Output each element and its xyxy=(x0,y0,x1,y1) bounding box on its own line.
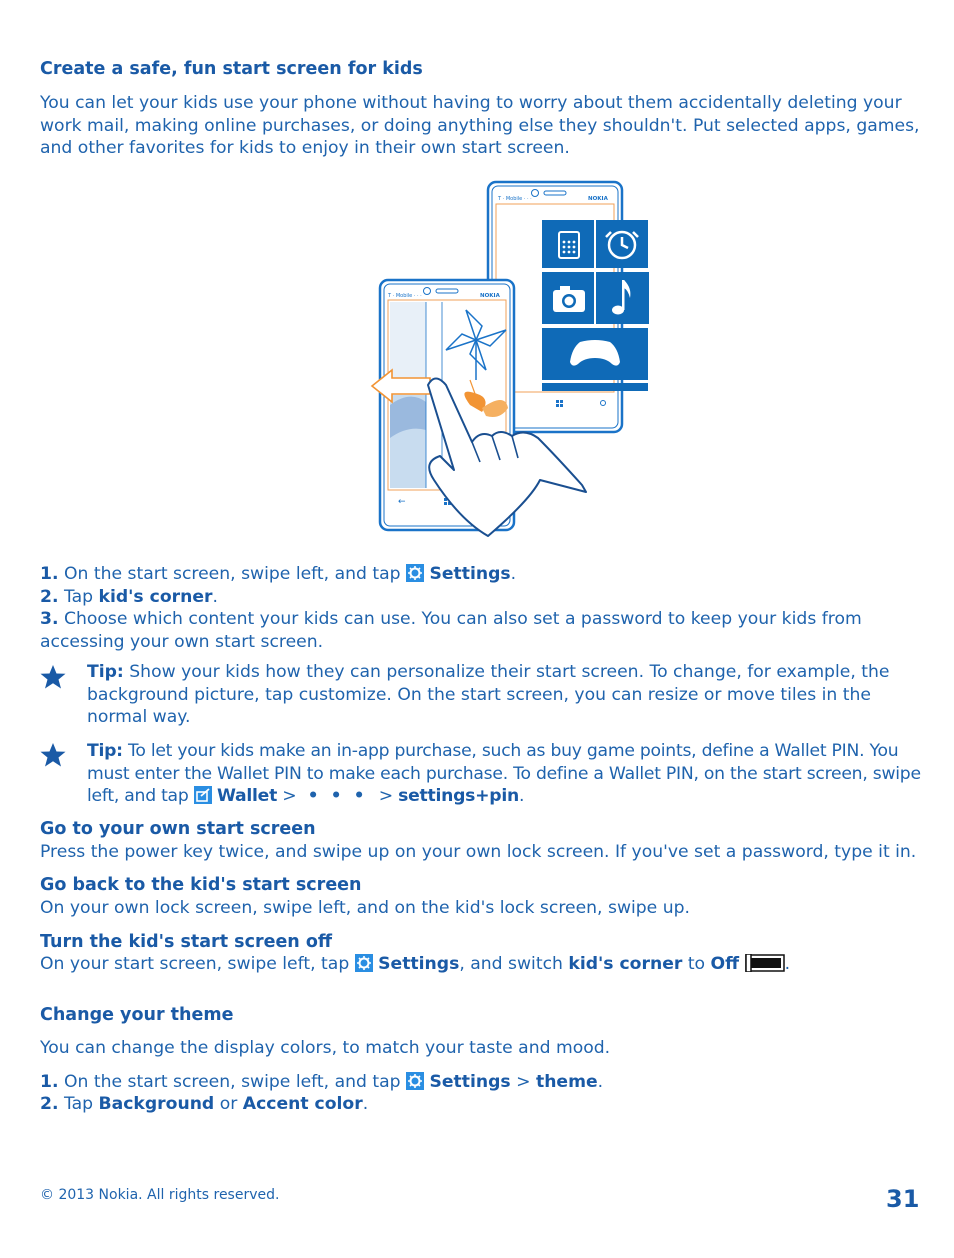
step-1: 1. On the start screen, swipe left, and tap Settings. xyxy=(40,564,517,584)
off-label: Off xyxy=(710,954,740,974)
accent-color-link[interactable]: Accent color xyxy=(242,1094,363,1114)
theme-step-1: 1. On the start screen, swipe left, and tap Settings > theme. xyxy=(40,1072,604,1092)
tip-2: Tip: To let your kids make an in-app purchase, such as buy game points, define a Wallet PIN. You must enter the Wallet PIN to make each purchase. To define a Wallet PIN, on the start screen, swipe left, and tap Wallet > • • • > settings+pin. xyxy=(87,741,921,807)
phones-illustration xyxy=(330,180,670,540)
settings-icon xyxy=(355,954,373,972)
kids-intro: You can let your kids use your phone without having to worry about them accidentally deleting your work mail, making online purchases, or doing anything else they shouldn't. Put selected apps, games, and other favorites for kids to enjoy in their own start screen. xyxy=(40,93,920,159)
brand-label-large: NOKIA xyxy=(588,196,608,202)
settings-pin-link[interactable]: settings+pin xyxy=(398,786,519,807)
turn-off-text: On your start screen, swipe left, tap Settings, and switch kid's corner to Off . xyxy=(40,954,791,974)
back-kids-text: On your own lock screen, swipe left, and on the kid's lock screen, swipe up. xyxy=(40,898,690,918)
kids-corner-link[interactable]: kid's corner xyxy=(568,954,683,974)
settings-link[interactable]: Settings xyxy=(378,954,460,974)
kids-corner-link[interactable]: kid's corner xyxy=(98,587,213,607)
calculator-tile xyxy=(542,220,594,268)
wallet-icon xyxy=(194,786,212,804)
own-start-text: Press the power key twice, and swipe up on your own lock screen. If you've set a password, type it in. xyxy=(40,842,917,862)
tip-1: Tip: Show your kids how they can personalize their start screen. To change, for example, the background picture, tap customize. On the start screen, you can resize or move tiles in the normal way. xyxy=(87,662,890,728)
theme-link[interactable]: theme xyxy=(535,1072,598,1092)
own-start-title: Go to your own start screen xyxy=(40,819,316,839)
svg-text:←: ← xyxy=(398,497,406,507)
theme-step-2: 2. Tap Background or Accent color. xyxy=(40,1094,369,1114)
tip-star-icon xyxy=(40,664,66,690)
background-link[interactable]: Background xyxy=(98,1094,215,1114)
step-3: 3. Choose which content your kids can use. You can also set a password to keep your kids from accessing your own start screen. xyxy=(40,609,862,652)
carrier-label-small: T · Mobile · · · xyxy=(388,293,422,299)
theme-title: Change your theme xyxy=(40,1005,234,1025)
settings-icon xyxy=(406,1072,424,1090)
carrier-label-large: T · Mobile · · · xyxy=(498,196,532,202)
settings-link[interactable]: Settings xyxy=(429,1072,511,1092)
brand-label-small: NOKIA xyxy=(480,293,500,299)
step-2: 2. Tap kid's corner. xyxy=(40,587,218,607)
copyright: © 2013 Nokia. All rights reserved. xyxy=(40,1187,280,1203)
more-dots-icon: • • • xyxy=(307,786,368,807)
wallet-link[interactable]: Wallet xyxy=(216,786,278,807)
settings-icon xyxy=(406,564,424,582)
tip-star-icon xyxy=(40,742,66,768)
settings-link[interactable]: Settings xyxy=(429,564,511,584)
page-number: 31 xyxy=(886,1185,920,1213)
section-title-kids: Create a safe, fun start screen for kids xyxy=(40,59,423,79)
theme-intro: You can change the display colors, to match your taste and mood. xyxy=(40,1038,611,1058)
toggle-off-icon xyxy=(745,954,785,972)
turn-off-title: Turn the kid's start screen off xyxy=(40,932,333,952)
back-kids-title: Go back to the kid's start screen xyxy=(40,875,362,895)
